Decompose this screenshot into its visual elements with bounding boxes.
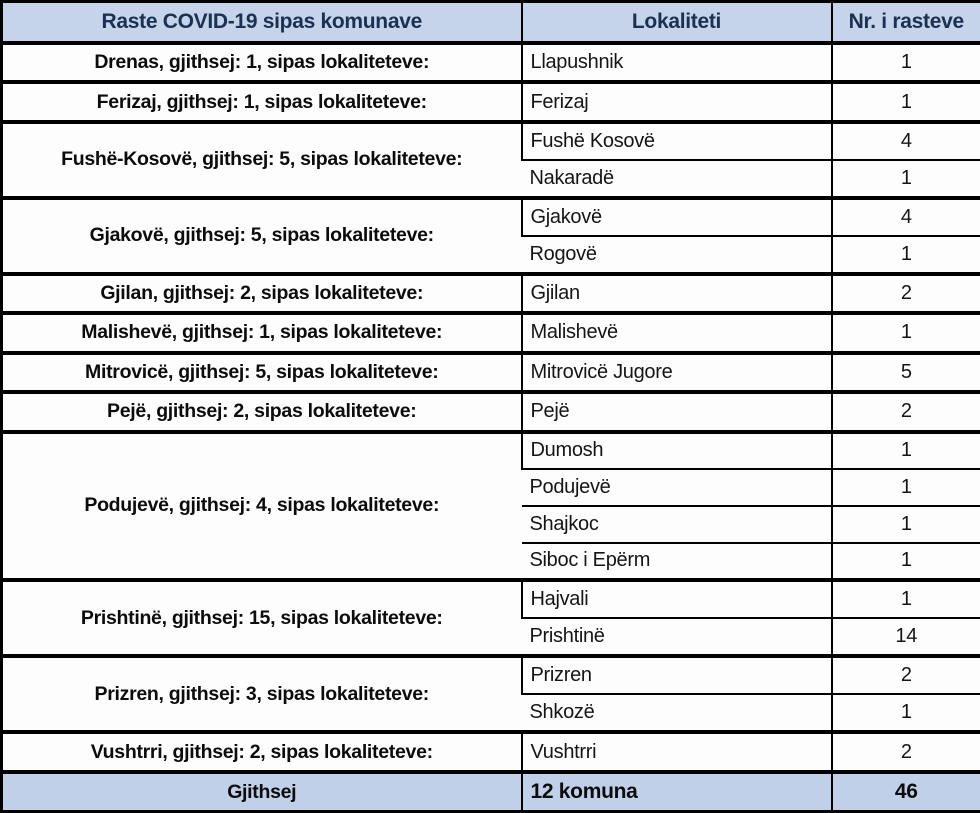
total-label: Gjithsej: [2, 772, 522, 812]
cases-cell: 1: [832, 43, 980, 82]
locality-cell: Gjakovë: [522, 198, 832, 236]
table-row: [2, 43, 980, 82]
cases-cell: 14: [832, 618, 980, 656]
table-row: [2, 82, 980, 121]
municipality-cell: Pejë, gjithsej: 2, sipas lokaliteteve:: [2, 392, 522, 431]
cases-cell: 4: [832, 122, 980, 160]
cases-cell: 1: [832, 160, 980, 198]
locality-cell: Shajkoc: [522, 506, 832, 543]
table-row: [2, 392, 980, 431]
cases-cell: 1: [832, 694, 980, 732]
locality-cell: Fushë Kosovë: [522, 122, 832, 160]
cases-cell: 2: [832, 274, 980, 313]
table-body: [2, 43, 980, 772]
cases-cell: 2: [832, 732, 980, 772]
municipality-cell: Podujevë, gjithsej: 4, sipas lokaliteteve:: [2, 432, 522, 581]
cases-cell: 1: [832, 580, 980, 618]
municipality-cell: Ferizaj, gjithsej: 1, sipas lokaliteteve:: [2, 82, 522, 121]
municipality-cell: Gjakovë, gjithsej: 5, sipas lokaliteteve:: [2, 198, 522, 274]
locality-cell: Prizren: [522, 656, 832, 694]
col-header-cases: Nr. i rasteve: [832, 2, 980, 44]
locality-cell: Prishtinë: [522, 618, 832, 656]
cases-cell: 1: [832, 432, 980, 470]
table-row: [2, 580, 980, 618]
cases-cell: 1: [832, 82, 980, 121]
locality-cell: Ferizaj: [522, 82, 832, 121]
cases-cell: 1: [832, 313, 980, 352]
municipality-cell: Vushtrri, gjithsej: 2, sipas lokaliteteve:: [2, 732, 522, 772]
table-row: [2, 198, 980, 236]
table-row: [2, 732, 980, 772]
municipality-cell: Prizren, gjithsej: 3, sipas lokaliteteve:: [2, 656, 522, 732]
table-row: [2, 353, 980, 392]
total-row: [2, 772, 980, 812]
table-row: [2, 313, 980, 352]
total-localities: 12 komuna: [522, 772, 832, 812]
cases-cell: 2: [832, 392, 980, 431]
municipality-cell: Mitrovicë, gjithsej: 5, sipas lokaliteteve:: [2, 353, 522, 392]
locality-cell: Vushtrri: [522, 732, 832, 772]
cases-cell: 1: [832, 469, 980, 506]
col-header-locality: Lokaliteti: [522, 2, 832, 44]
table-row: [2, 432, 980, 470]
table-row: [2, 274, 980, 313]
cases-cell: 1: [832, 236, 980, 274]
table-row: [2, 122, 980, 160]
locality-cell: Malishevë: [522, 313, 832, 352]
table-row: [2, 656, 980, 694]
locality-cell: Siboc i Epërm: [522, 543, 832, 581]
locality-cell: Shkozë: [522, 694, 832, 732]
municipality-cell: Malishevë, gjithsej: 1, sipas lokaliteteve:: [2, 313, 522, 352]
locality-cell: Llapushnik: [522, 43, 832, 82]
header-row: [2, 2, 980, 44]
cases-cell: 1: [832, 506, 980, 543]
locality-cell: Pejë: [522, 392, 832, 431]
municipality-cell: Fushë-Kosovë, gjithsej: 5, sipas lokaliteteve:: [2, 122, 522, 198]
locality-cell: Nakaradë: [522, 160, 832, 198]
locality-cell: Rogovë: [522, 236, 832, 274]
municipality-cell: Prishtinë, gjithsej: 15, sipas lokaliteteve:: [2, 580, 522, 656]
locality-cell: Hajvali: [522, 580, 832, 618]
locality-cell: Gjilan: [522, 274, 832, 313]
municipality-cell: Drenas, gjithsej: 1, sipas lokaliteteve:: [2, 43, 522, 82]
cases-cell: 2: [832, 656, 980, 694]
locality-cell: Mitrovicë Jugore: [522, 353, 832, 392]
cases-cell: 4: [832, 198, 980, 236]
cases-cell: 5: [832, 353, 980, 392]
col-header-municipalities: Raste COVID-19 sipas komunave: [2, 2, 522, 44]
total-cases: 46: [832, 772, 980, 812]
municipality-cell: Gjilan, gjithsej: 2, sipas lokaliteteve:: [2, 274, 522, 313]
locality-cell: Podujevë: [522, 469, 832, 506]
cases-cell: 1: [832, 543, 980, 581]
locality-cell: Dumosh: [522, 432, 832, 470]
